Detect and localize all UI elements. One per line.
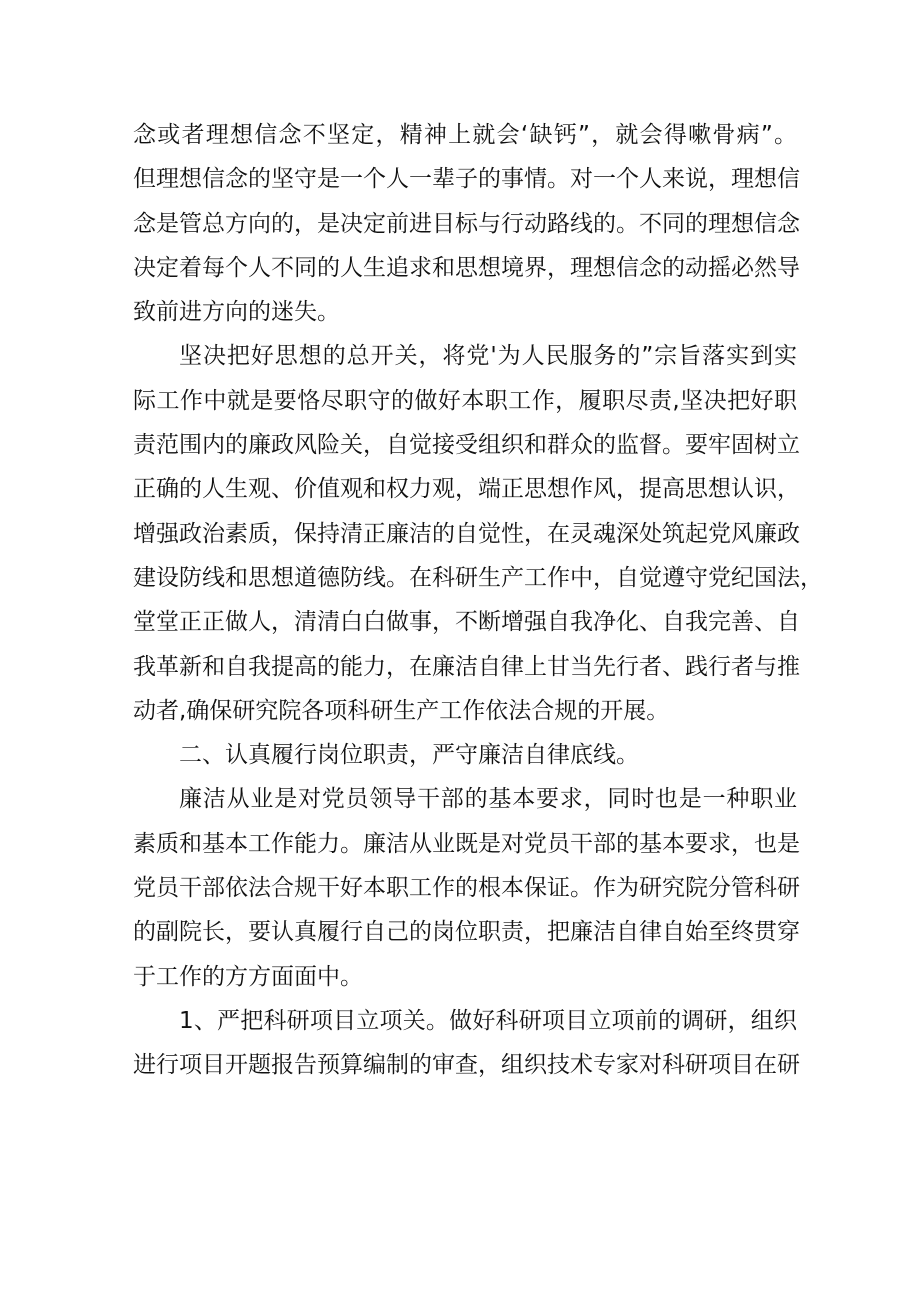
- text-line: 我革新和自我提高的能力，在廉洁自律上甘当先行者、践行者与推: [133, 653, 800, 680]
- text-line: 堂堂正正做人，清清白白做事，不断增强自我净化、自我完善、自: [133, 609, 800, 636]
- text-line: 念或者理想信念不坚定，精神上就会‘缺钙”，就会得嗽骨病”。: [133, 122, 797, 148]
- text-line: 责范围内的廉政风险关，自觉接受组织和群众的监督。要牢固树立: [133, 432, 800, 459]
- text-line: 进行项目开题报告预算编制的审查，组织技术专家对科研项目在研: [133, 1052, 800, 1079]
- text-line: 际工作中就是要恪尽职守的做好本职工作，履职尽责,坚决把好职: [133, 387, 797, 414]
- text-line: 念是管总方向的，是决定前进目标与行动路线的。不同的理想信念: [133, 210, 800, 237]
- text-line: 动者,确保研究院各项科研生产工作依法合规的开展。: [133, 697, 670, 724]
- text-line: 坚决把好思想的总开关，将党'为人民服务的”宗旨落实到实: [179, 343, 797, 370]
- document-body: [133, 113, 823, 1088]
- text-line: 党员干部依法合规干好本职工作的根本保证。作为研究院分管科研: [133, 875, 800, 902]
- text-line: 致前进方向的迷失。: [133, 299, 340, 326]
- text-line: 正确的人生观、价值观和权力观，端正思想作风，提高思想认识，: [133, 476, 800, 503]
- text-line: 素质和基本工作能力。廉洁从业既是对党员干部的基本要求，也是: [133, 830, 800, 857]
- text-line: 于工作的方方面面中。: [133, 963, 363, 990]
- section-heading: 二、认真履行岗位职责，严守廉洁自律底线。: [179, 742, 639, 769]
- text-line: 的副院长，要认真履行自己的岗位职责，把廉洁自律自始至终贯穿: [133, 919, 800, 946]
- text-line: 建设防线和思想道德防线。在科研生产工作中，自觉遵守党纪国法，: [133, 564, 823, 591]
- text-line: 1、严把科研项目立项关。做好科研项目立项前的调研，组织: [179, 1007, 797, 1034]
- text-line: 增强政治素质，保持清正廉洁的自觉性，在灵魂深处筑起党风廉政: [133, 520, 800, 547]
- text-line: 廉洁从业是对党员领导干部的基本要求，同时也是一种职业: [179, 786, 797, 813]
- text-line: 但理想信念的坚守是一个人一辈子的事情。对一个人来说，理想信: [133, 166, 800, 193]
- text-line: 决定着每个人不同的人生追求和思想境界，理想信念的动摇必然导: [133, 254, 800, 281]
